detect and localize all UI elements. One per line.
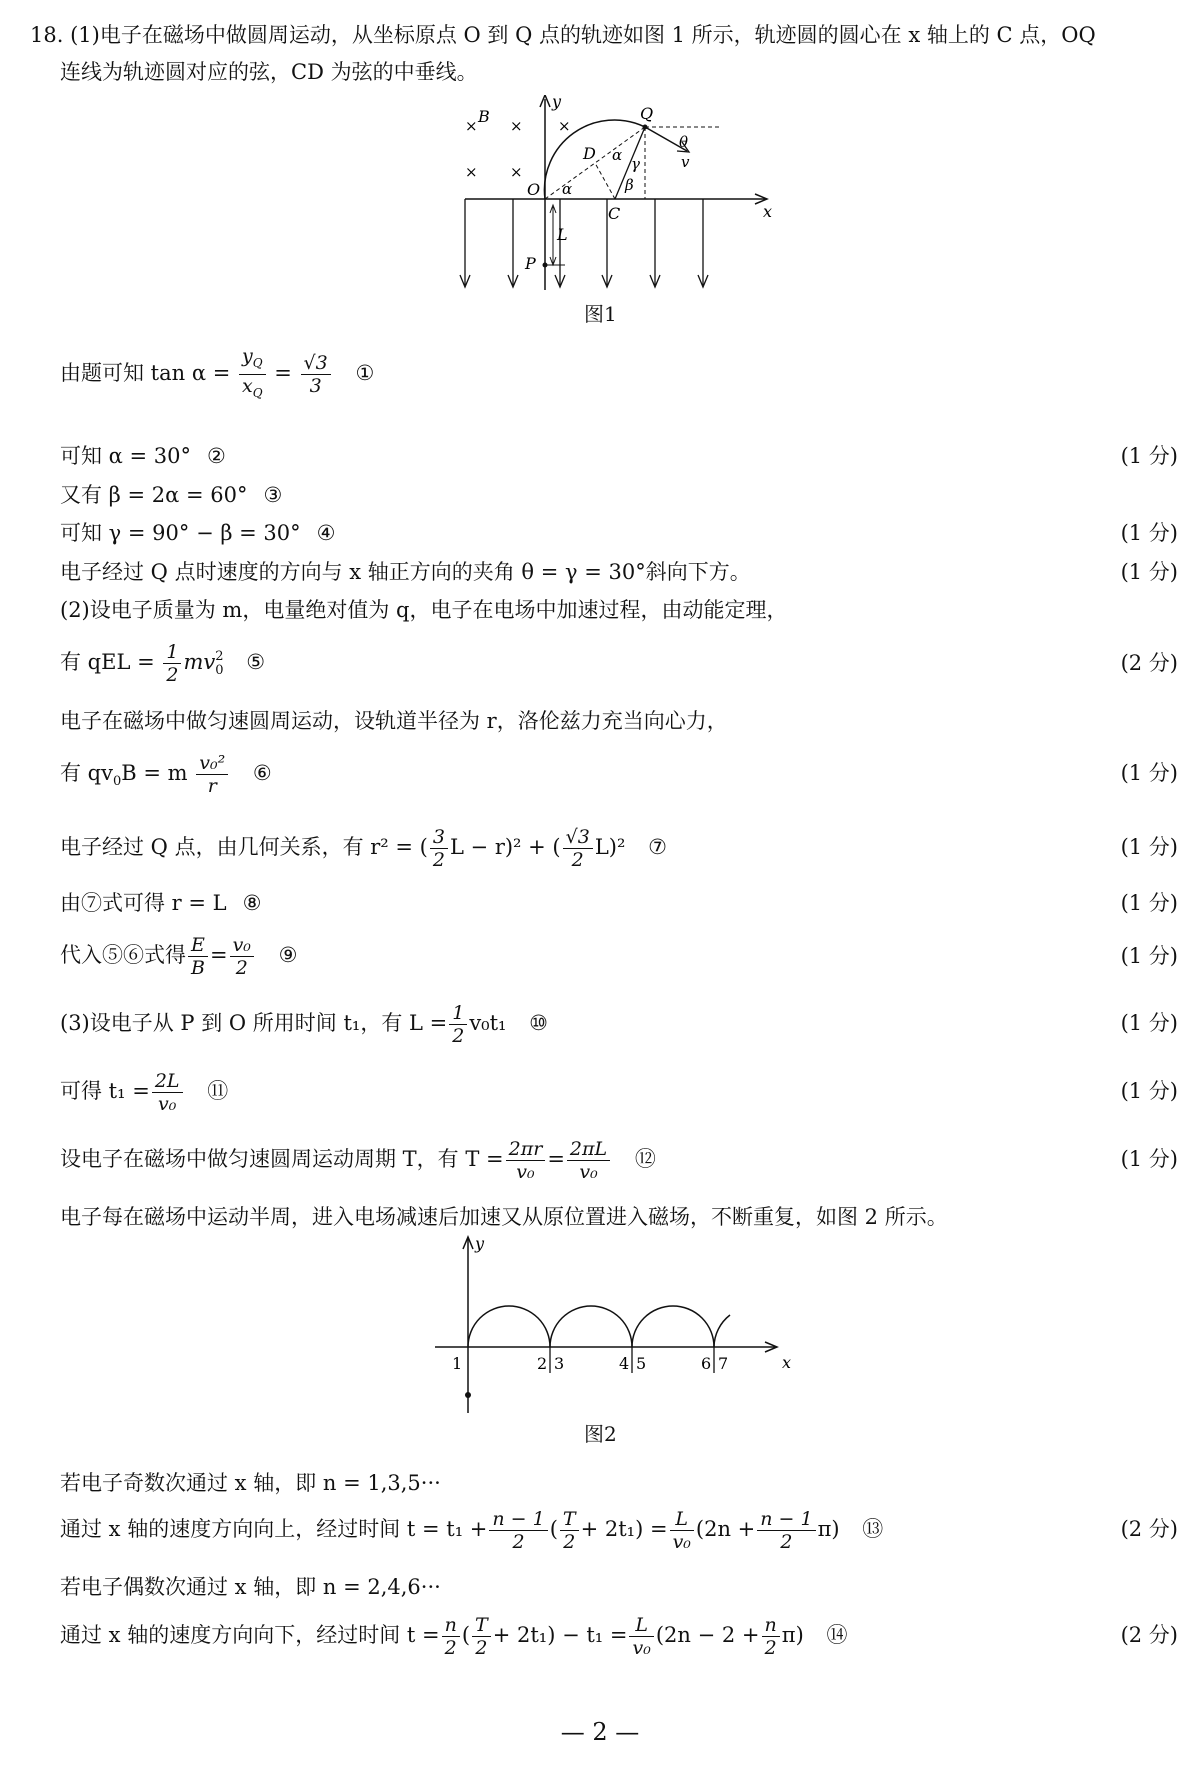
figure-1-caption: 图1 <box>584 302 617 326</box>
fig1-label-theta: θ <box>679 133 689 151</box>
step-11: 由⑦式可得 r = L ⑧ <box>60 891 262 915</box>
score-step-12: (1 分) <box>1120 944 1178 968</box>
fig1-label-D: D <box>583 144 596 163</box>
step-4: 可知 γ = 90° − β = 30° ④ <box>60 521 336 545</box>
figure-2 <box>430 1235 810 1415</box>
score-step-2: (1 分) <box>1120 444 1178 468</box>
fig1-label-alpha-bottom: α <box>562 180 573 198</box>
step-15: 设电子在磁场中做匀速圆周运动周期 T，有 T = $\frac{2\pi r}{\text{v₀}}$ = $\frac{2\pi L}{\text{v₀}}$ ⑫ <box>60 1138 656 1183</box>
figure-1 <box>455 95 785 325</box>
step-7: 有 qEL = $\frac{1}{2}$ mv 2 0 ⑤ <box>60 641 266 686</box>
fig1-electric-field-arrows <box>460 199 708 287</box>
fig2-tick-labels <box>452 1354 728 1373</box>
svg-text:×: × <box>465 163 478 181</box>
svg-text:×: × <box>510 117 523 135</box>
svg-text:×: × <box>558 117 571 135</box>
svg-text:×: × <box>510 163 523 181</box>
score-step-18: (2 分) <box>1120 1517 1178 1541</box>
fig1-label-P: P <box>525 254 536 273</box>
svg-text:2: 2 <box>537 1354 548 1373</box>
fig1-x-label: x <box>763 202 773 221</box>
page-number: — 2 — <box>560 1718 640 1746</box>
svg-text:3: 3 <box>554 1354 565 1373</box>
fig1-label-O: O <box>527 180 541 199</box>
score-step-11: (1 分) <box>1120 891 1178 915</box>
svg-text:6: 6 <box>701 1354 712 1373</box>
step-19: 若电子偶数次通过 x 轴，即 n = 2,4,6··· <box>60 1575 441 1599</box>
score-step-4: (1 分) <box>1120 521 1178 545</box>
step-3: 又有 β = 2α = 60° ③ <box>60 483 283 507</box>
step-17: 若电子奇数次通过 x 轴，即 n = 1,3,5··· <box>60 1471 441 1495</box>
score-step-15: (1 分) <box>1120 1147 1178 1171</box>
step-8: 电子在磁场中做匀速圆周运动，设轨道半径为 r，洛伦兹力充当向心力， <box>60 709 728 733</box>
step-2: 可知 α = 30° ② <box>60 444 226 468</box>
fig1-field-crosses <box>465 117 571 181</box>
step-9: 有 $qv_0B = m$ $\frac{\text{v₀²}}{r}$ ⑥ <box>60 752 272 797</box>
svg-text:4: 4 <box>619 1354 630 1373</box>
step-20: 通过 x 轴的速度方向向下，经过时间 t = $\frac{n}{2}$ ( $\frac{T}{2}$ + 2t₁) − t₁ = $\frac{L}{\text{v₀}}$ (2n − 2 + $\frac{n}{2}$ π) ⑭ <box>60 1614 848 1659</box>
fig1-label-Q: Q <box>640 104 654 123</box>
fig1-label-beta: β <box>625 176 634 194</box>
step-10: 电子经过 Q 点，由几何关系，有 r² = ( $\frac{3}{2}$ L − r)² + ( $\frac{√3}{2}$ L)² ⑦ <box>60 826 667 871</box>
step-1: 由题可知 tan α = $\frac{y_Q}{x_Q}$ = $\frac{√3}{3}$ ① <box>60 345 375 400</box>
problem-number: 18. <box>30 23 64 47</box>
step-18: 通过 x 轴的速度方向向上，经过时间 t = t₁ + $\frac{n - 1}{2}$ ( $\frac{T}{2}$ + 2t₁) = $\frac{L}{\text{v₀}}$ (2n + $\frac{n - 1}{2}$ π) ⑬ <box>60 1508 884 1553</box>
score-step-7: (2 分) <box>1120 651 1178 675</box>
score-step-5: (1 分) <box>1120 560 1178 584</box>
fig1-y-label: y <box>552 95 562 111</box>
step-6: (2)设电子质量为 m，电量绝对值为 q，电子在电场中加速过程，由动能定理， <box>60 598 788 622</box>
problem-intro-line2: 连线为轨迹圆对应的弦，CD 为弦的中垂线。 <box>60 60 478 84</box>
fig2-x-label: x <box>782 1353 792 1372</box>
fig1-point-P <box>543 263 548 268</box>
problem-intro-line1 <box>30 20 1096 50</box>
score-step-13: (1 分) <box>1120 1011 1178 1035</box>
fig2-semicircles <box>468 1306 730 1347</box>
fig2-y-label: y <box>475 1235 485 1253</box>
fig1-label-C: C <box>608 204 621 223</box>
fig1-label-v: v <box>681 153 690 171</box>
step-5: 电子经过 Q 点时速度的方向与 x 轴正方向的夹角 θ = γ = 30°斜向下方。 <box>60 560 751 584</box>
svg-text:5: 5 <box>636 1354 647 1373</box>
step-13: (3)设电子从 P 到 O 所用时间 t₁，有 L = $\frac{1}{2}$ v₀t₁ ⑩ <box>60 1002 548 1047</box>
step-16: 电子每在磁场中运动半周，进入电场减速后加速又从原位置进入磁场，不断重复，如图 2 所示。 <box>60 1205 948 1229</box>
score-step-20: (2 分) <box>1120 1623 1178 1647</box>
fig1-label-L: L <box>557 225 568 244</box>
fig1-label-gamma: γ <box>631 155 640 173</box>
score-step-9: (1 分) <box>1120 761 1178 785</box>
figure-2-caption: 图2 <box>584 1422 617 1446</box>
score-step-10: (1 分) <box>1120 835 1178 859</box>
step-12: 代入⑤⑥式得 $\frac{E}{B}$ = $\frac{\text{v₀}}{2}$ ⑨ <box>60 934 298 979</box>
score-step-14: (1 分) <box>1120 1079 1178 1103</box>
fig1-label-B: B <box>478 107 490 126</box>
step-14: 可得 t₁ = $\frac{2L}{\text{v₀}}$ ⑪ <box>60 1070 229 1115</box>
svg-text:×: × <box>465 117 478 135</box>
svg-text:1: 1 <box>452 1354 463 1373</box>
svg-text:7: 7 <box>718 1354 729 1373</box>
problem-intro-a: (1)电子在磁场中做圆周运动，从坐标原点 O 到 Q 点的轨迹如图 1 所示，轨迹圆的圆心在 x 轴上的 C 点，OQ <box>70 23 1096 47</box>
fig1-label-alpha-top: α <box>612 146 623 164</box>
